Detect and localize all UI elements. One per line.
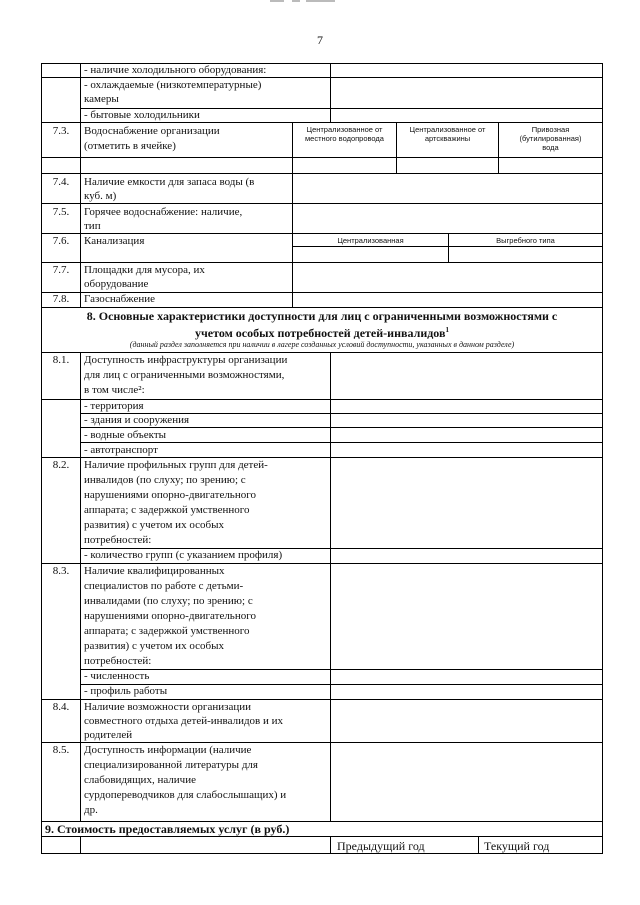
row-number: 7.7. (52, 264, 70, 276)
row-label: - наличие холодильного оборудования: (84, 64, 267, 76)
row-label: тип (84, 220, 101, 232)
row-label: аппарата; с задержкой умственного (84, 504, 250, 516)
row-number: 8.5. (52, 744, 70, 756)
row-label: куб. м) (84, 190, 117, 202)
column-current-year: Текущий год (484, 839, 550, 853)
sewer-option-cesspool: Выгребного типа (496, 236, 555, 245)
row-label: развития) с учетом их особых (84, 640, 224, 652)
row-label: - численность (84, 670, 150, 682)
row-label: - водные объекты (84, 429, 167, 441)
row-label: Водоснабжение организации (84, 125, 220, 137)
row-label: Канализация (84, 235, 145, 247)
row-label: родителей (84, 729, 133, 741)
sewer-option-central: Централизованная (337, 236, 404, 245)
row-label: Наличие квалифицированных (84, 565, 225, 577)
row-number: 7.5. (52, 206, 70, 218)
row-label: камеры (84, 93, 119, 105)
row-label: оборудование (84, 278, 149, 290)
row-label: Доступность инфраструктуры организации (84, 354, 288, 366)
row-label: - автотранспорт (84, 444, 158, 456)
water-option-artesian: Централизованное от артскважины (409, 125, 486, 143)
water-option-central-local: Централизованное от местного водопровода (305, 125, 384, 143)
row-label: - здания и сооружения (84, 414, 190, 426)
row-label: - территория (84, 400, 144, 412)
row-label: нарушениями опорно-двигательного (84, 489, 256, 501)
row-label: - количество групп (с указанием профиля) (84, 549, 283, 561)
row-label: - охлаждаемые (низкотемпературные) (84, 79, 262, 91)
row-label: Газоснабжение (84, 293, 155, 305)
row-label: др. (84, 804, 98, 816)
row-label: Наличие возможности организации (84, 701, 251, 713)
row-label: инвалидами (по слуху; по зрению; с (84, 595, 253, 607)
row-label: совместного отдыха детей-инвалидов и их (84, 715, 284, 727)
row-label: нарушениями опорно-двигательного (84, 610, 256, 622)
section-8-note: (данный раздел заполняется при наличии в лагере созданных условий доступности, указанных в данном разделе) (129, 340, 515, 349)
row-label: (отметить в ячейке) (84, 140, 176, 152)
row-number: 8.3. (52, 565, 70, 577)
row-label: развития) с учетом их особых (84, 519, 224, 531)
section-8-title-line1: 8. Основные характеристики доступности для лиц с ограниченными возможностями с (86, 309, 558, 323)
section-8-title-line2: учетом особых потребностей детей-инвалидов$^1$ (195, 326, 449, 340)
row-number: 7.8. (52, 293, 70, 305)
row-label: слабовидящих, наличие (84, 774, 196, 786)
row-number: 8.1. (52, 354, 70, 366)
row-number: 8.2. (52, 459, 70, 471)
row-label: в том числе²: (84, 384, 145, 396)
row-number: 7.3. (52, 125, 70, 137)
row-number: 8.4. (52, 701, 70, 713)
row-label: для лиц с ограниченными возможностями, (84, 369, 285, 381)
water-option-delivered: Привозная (бутилированная) вода (519, 125, 582, 152)
row-label: потребностей: (84, 655, 152, 667)
row-label: - бытовые холодильники (84, 109, 200, 121)
row-label: - профиль работы (84, 685, 168, 697)
row-label: инвалидов (по слуху; по зрению; с (84, 474, 246, 486)
row-label: Горячее водоснабжение: наличие, (84, 206, 243, 218)
row-label: специалистов по работе с детьми- (84, 580, 244, 592)
row-label: Доступность информации (наличие (84, 744, 252, 756)
page-number: 7 (317, 33, 323, 47)
row-number: 7.6. (52, 235, 70, 247)
section-9-title: 9. Стоимость предоставляемых услуг (в руб.) (45, 822, 290, 836)
row-label: потребностей: (84, 534, 152, 546)
row-number: 7.4. (52, 176, 70, 188)
row-label: сурдопереводчиков для слабослышащих) и (84, 789, 287, 801)
column-previous-year: Предыдущий год (337, 839, 425, 853)
row-label: Площадки для мусора, их (84, 264, 205, 276)
row-label: Наличие профильных групп для детей- (84, 459, 268, 471)
row-label: специализированной литературы для (84, 759, 258, 771)
row-label: Наличие емкости для запаса воды (в (84, 176, 255, 188)
row-label: аппарата; с задержкой умственного (84, 625, 250, 637)
